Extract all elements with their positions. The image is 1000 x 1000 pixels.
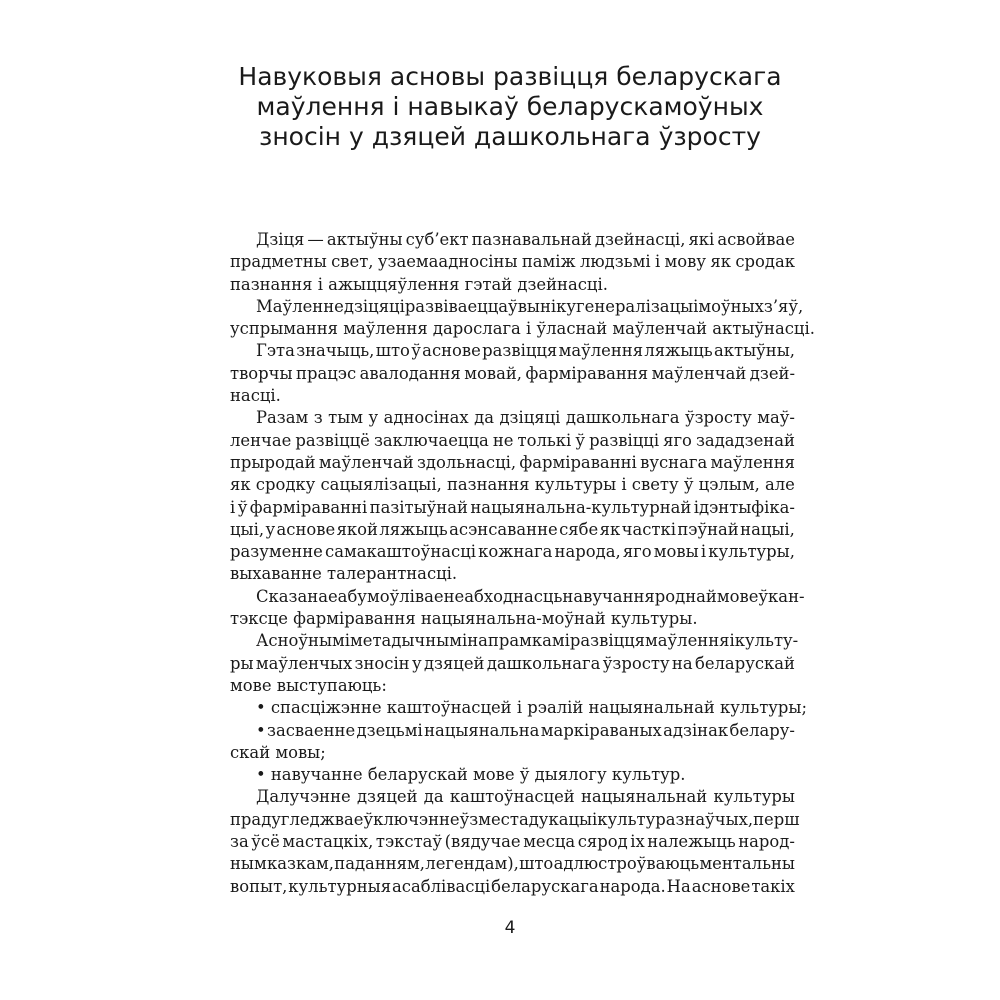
bullet-item: • навучанне беларускай мове ў дыялогу культур.: [256, 765, 686, 785]
text-line: творчы працэс авалодання мовай, фарміравання маўленчай дзей-: [230, 363, 795, 383]
text-line: Далучэнне дзяцей да каштоўнасцей нацыянальнай культуры: [256, 787, 795, 807]
heading-line-2: маўлення і навыкаў беларускамоўных: [256, 92, 764, 121]
text-line: Разам з тым у адносінах да дзіцяці дашкольнага ўзросту маў-: [256, 408, 795, 428]
text-line: мове выступаюць:: [230, 675, 387, 695]
text-line: разуменне самакаштоўнасці кожнага народа, яго мовы і культуры,: [230, 542, 795, 562]
page-number: 4: [504, 918, 516, 938]
heading-line-1: Навуковыя асновы развіцця беларускага: [238, 62, 782, 91]
text-line: пазнання і ажыццяўлення гэтай дзейнасці.: [230, 274, 608, 294]
bullet-item: • спасціжэнне каштоўнасцей і рэалій нацыянальнай культуры;: [256, 698, 807, 718]
text-line: Асноўнымі метадычнымі напрамкамі развіцця маўлення і культу-: [256, 631, 799, 651]
text-line: выхаванне талерантнасці.: [230, 564, 458, 584]
body-text: [230, 229, 815, 898]
text-line: прадугледжвае ўключэнне ў змест адукацыі культуразнаўчых, перш: [230, 809, 800, 829]
text-line: за ўсё мастацкіх, тэкстаў (вядучае месца сярод іх належыць народ-: [230, 832, 795, 852]
text-line: насці.: [230, 386, 281, 406]
bullet-item: • засваенне дзецьмі нацыянальна маркіраваных адзінак белару-: [256, 720, 795, 740]
text-line: вопыт, культурныя асаблівасці беларускага народа. На аснове такіх: [230, 876, 795, 896]
text-line: прыродай маўленчай здольнасці, фарміраванні вуснага маўлення: [230, 452, 795, 472]
text-line: Гэта значыць, што ў аснове развіцця маўлення ляжыць актыўны,: [256, 341, 795, 361]
heading-line-3: зносін у дзяцей дашкольнага ўзросту: [259, 122, 761, 151]
text-line: і ў фарміраванні пазітыўнай нацыянальна-культурнай ідэнтыфіка-: [230, 497, 795, 517]
text-line: тэксце фарміравання нацыянальна-моўнай культуры.: [230, 609, 698, 629]
text-line: ры маўленчых зносін у дзяцей дашкольнага ўзросту на беларускай: [230, 653, 795, 673]
text-line: як сродку сацыялізацыі, пазнання культуры і свету ў цэлым, але: [230, 475, 795, 495]
text-line: цыі, у аснове якой ляжыць асэнсаванне сябе як часткі пэўнай нацыі,: [230, 519, 795, 539]
text-line: прадметны свет, узаемаадносіны паміж людзьмі і мову як сродак: [230, 252, 795, 272]
chapter-heading: [150, 62, 870, 152]
text-line: скай мовы;: [230, 742, 326, 762]
text-line: успрымання маўлення дарослага і ўласнай маўленчай актыўнасці.: [230, 319, 815, 339]
text-line: Сказанае абумоўлівае неабходнасць навучання роднай мове ў кан-: [256, 586, 805, 606]
text-line: ленчае развіццё заключаецца не толькі ў развіцці яго зададзенай: [230, 430, 795, 450]
text-line: ным казкам, паданням, легендам), што адлюстроўваюць ментальны: [230, 854, 795, 874]
text-line: Маўленне дзіцяці развіваецца ў выніку генералізацыі моўных з’яў,: [256, 296, 804, 316]
text-line: Дзіця — актыўны суб’ект пазнавальнай дзейнасці, які асвойвае: [256, 230, 795, 249]
